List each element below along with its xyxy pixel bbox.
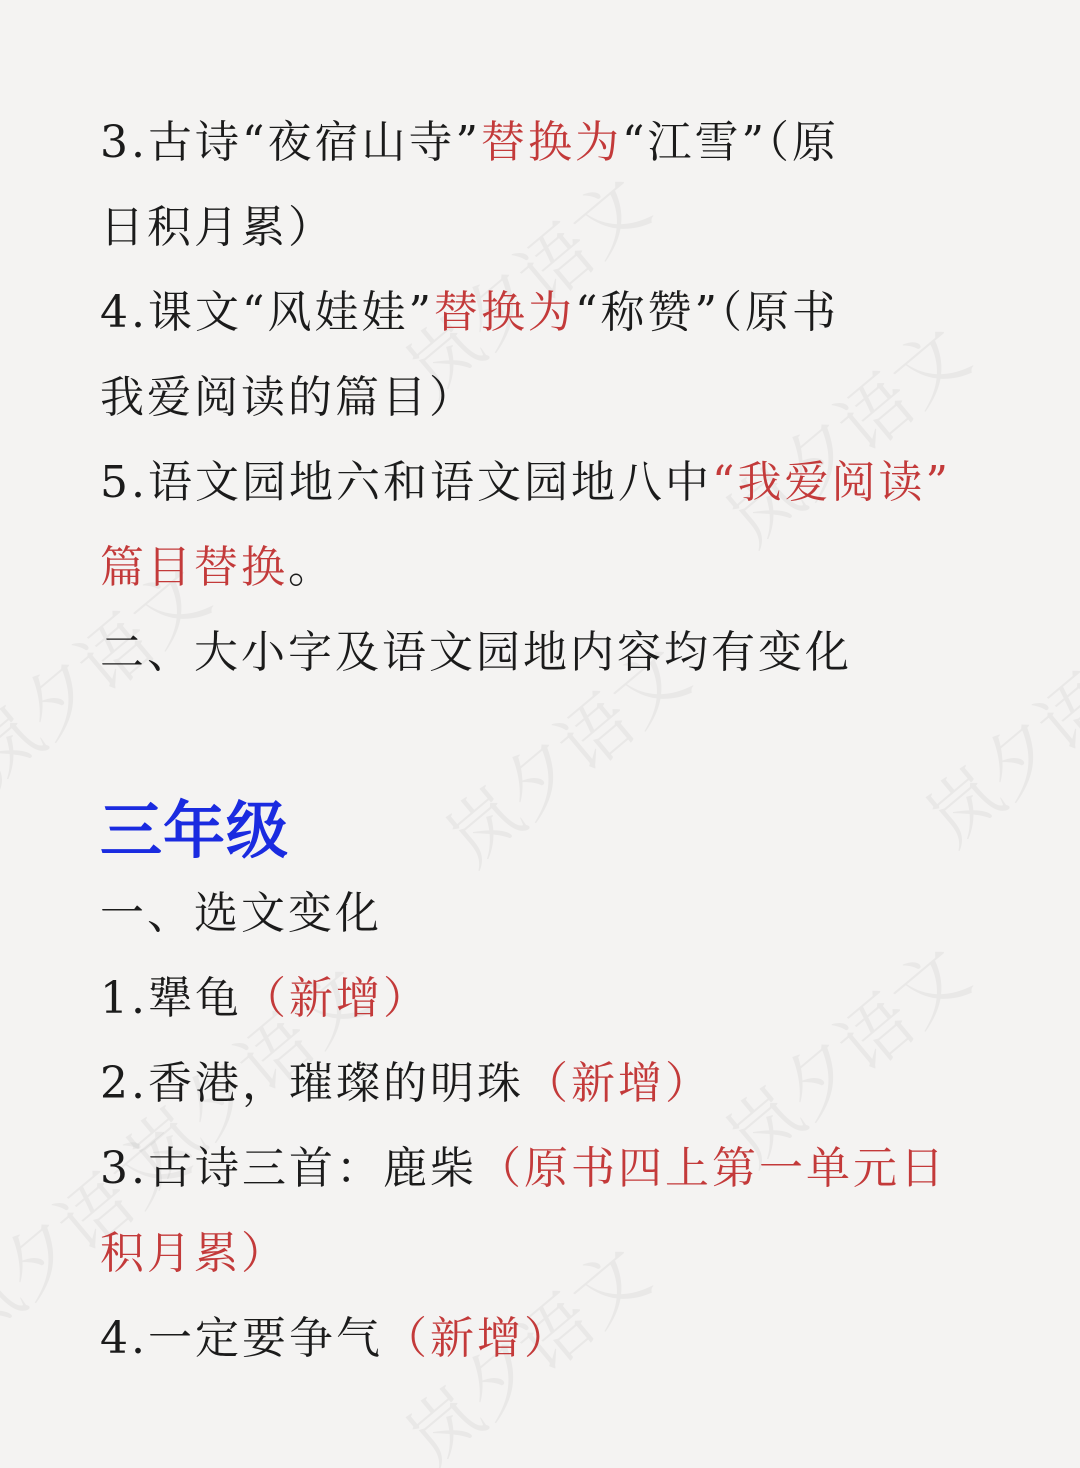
- item-text: 5.语文园地六和语文园地八中: [100, 457, 712, 508]
- item-text: 1.犟龟: [100, 973, 242, 1024]
- item-text: 4.一定要争气: [100, 1313, 383, 1364]
- document-body: [100, 100, 1020, 1381]
- item-text: 4.课文“风娃娃”: [100, 287, 434, 338]
- item-5-line-1: [100, 440, 1020, 525]
- item-3-line-1: [100, 100, 1020, 185]
- item-text: 3.古诗“夜宿山寺”: [100, 117, 481, 168]
- item-text: 。: [288, 542, 335, 593]
- highlight-text: （原书四上第一单元日: [476, 1143, 947, 1194]
- part-2-heading: 二、大小字及语文园地内容均有变化: [100, 627, 852, 678]
- item-5-line-2: [100, 525, 1020, 610]
- highlight-text: “我爱阅读”: [711, 457, 951, 508]
- item-3-line-2: 日积月累）: [100, 202, 335, 253]
- highlight-text: 替换为: [480, 117, 622, 168]
- g3-item-2: [100, 1041, 1020, 1126]
- item-text: “称赞”（原书: [574, 287, 839, 338]
- highlight-text: 替换为: [433, 287, 575, 338]
- item-text: “江雪”（原: [621, 117, 839, 168]
- g3-item-4: [100, 1296, 1020, 1381]
- part-1-heading: 一、选文变化: [100, 888, 382, 939]
- highlight-text: 篇目替换: [100, 542, 288, 593]
- g3-item-3-line-2: 积月累）: [100, 1228, 288, 1279]
- highlight-text: （新增）: [523, 1058, 712, 1109]
- grade-3-heading: 三年级: [100, 794, 290, 867]
- item-4-line-2: 我爱阅读的篇目）: [100, 372, 476, 423]
- highlight-text: （新增）: [241, 973, 430, 1024]
- item-text: 3.古诗三首：鹿柴: [100, 1143, 477, 1194]
- item-4-line-1: [100, 270, 1020, 355]
- highlight-text: （新增）: [382, 1313, 571, 1364]
- g3-item-3-line-1: [100, 1126, 1020, 1211]
- item-text: 2.香港，璀璨的明珠: [100, 1058, 524, 1109]
- g3-item-1: [100, 956, 1020, 1041]
